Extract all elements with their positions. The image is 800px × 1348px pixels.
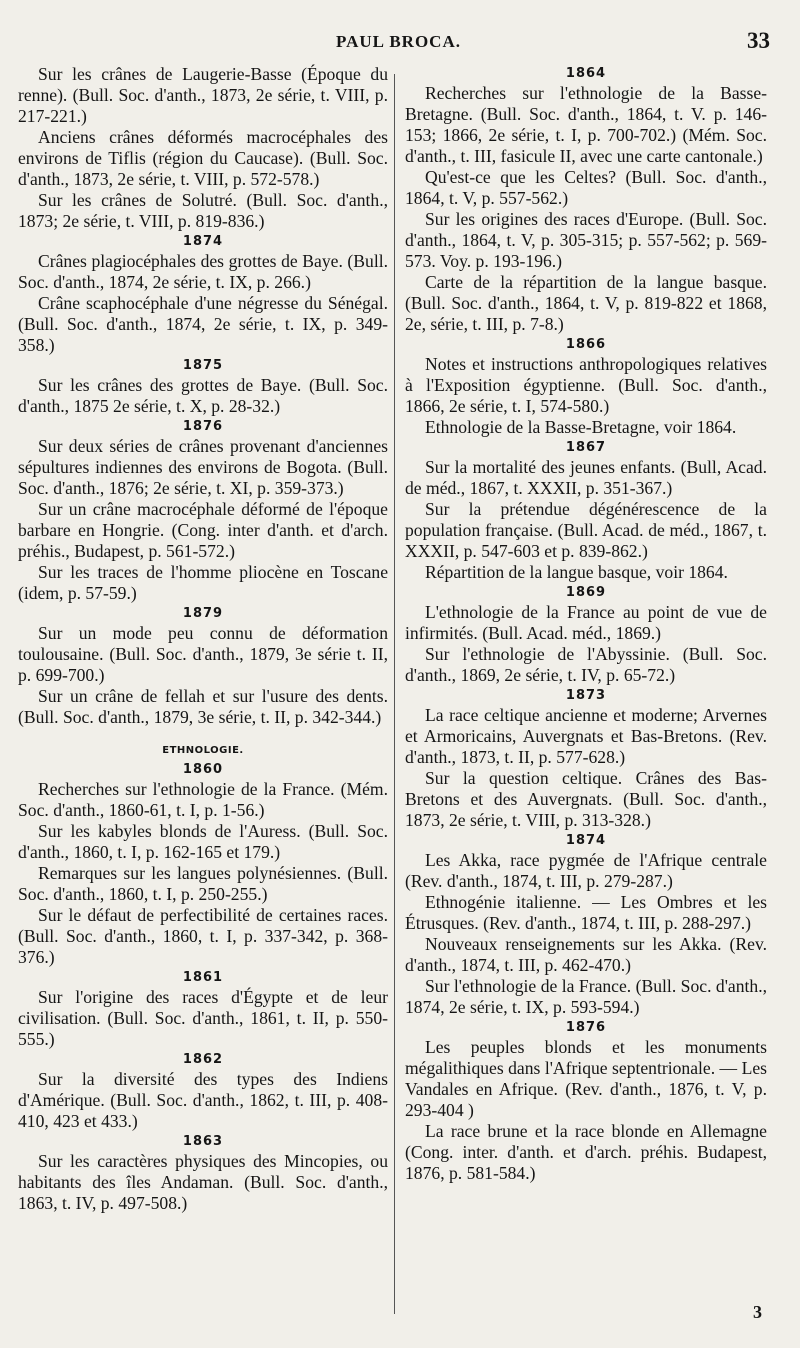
bibliography-entry: Sur l'origine des races d'Égypte et de leur civilisation. (Bull. Soc. d'anth., 1861, t. II, p. 550-555.) xyxy=(18,987,388,1049)
year-heading: 1863 xyxy=(182,1134,224,1149)
bibliography-entry: Sur l'ethnologie de l'Abyssinie. (Bull. Soc. d'anth., 1869, 2e série, t. IV, p. 65-72.) xyxy=(405,644,767,685)
left-column xyxy=(18,64,388,1214)
year-heading: 1874 xyxy=(565,833,607,848)
bibliography-entry: Ethnogénie italienne. — Les Ombres et les Étrusques. (Rev. d'anth., 1874, t. III, p. 288-297.) xyxy=(405,892,767,933)
bibliography-entry: Sur la diversité des types des Indiens d'Amérique. (Bull. Soc. d'anth., 1862, t. III, p. 408-410, 423 et 433.) xyxy=(18,1069,388,1131)
year-heading: 1869 xyxy=(565,585,607,600)
signature-mark: 3 xyxy=(753,1302,762,1322)
page-number: 33 xyxy=(747,28,770,53)
bibliography-entry: Les peuples blonds et les monuments mégalithiques dans l'Afrique septentrionale. — Les Vandales en Afrique. (Rev. d'anth., 1876, t. V, p. 293-404 ) xyxy=(405,1037,767,1120)
bibliography-entry: Ethnologie de la Basse-Bretagne, voir 1864. xyxy=(425,417,737,437)
bibliography-entry: Sur la question celtique. Crânes des Bas-Bretons et des Auvergnats. (Bull. Soc. d'anth., 1873, 2e série, t. VIII, p. 313-328.) xyxy=(405,768,767,830)
bibliography-entry: Recherches sur l'ethnologie de la Basse-Bretagne. (Bull. Soc. d'anth., 1864, t. V. p. 146-153; 1866, 2e série, t. I, p. 700-702.) (Mém. Soc. d'anth., t. III, fasicule II, avec une carte cantonale.) xyxy=(405,83,767,166)
bibliography-entry: Recherches sur l'ethnologie de la France. (Mém. Soc. d'anth., 1860-61, t. I, p. 1-56.) xyxy=(18,779,388,820)
bibliography-entry: Sur les crânes des grottes de Baye. (Bull. Soc. d'anth., 1875 2e série, t. X, p. 28-32.) xyxy=(18,375,388,416)
year-heading: 1862 xyxy=(182,1052,224,1067)
year-heading: 1873 xyxy=(565,688,607,703)
column-divider xyxy=(394,74,395,1314)
bibliography-entry: La race brune et la race blonde en Allemagne (Cong. inter. d'anth. et d'arch. préhis. Budapest, 1876, p. 581-584.) xyxy=(405,1121,767,1183)
bibliography-entry: Sur un crâne de fellah et sur l'usure des dents. (Bull. Soc. d'anth., 1879, 3e série, t. II, p. 342-344.) xyxy=(18,686,388,727)
bibliography-entry: Sur les crânes de Solutré. (Bull. Soc. d'anth., 1873; 2e série, t. VIII, p. 819-836.) xyxy=(18,190,388,231)
year-heading: 1864 xyxy=(565,66,607,81)
bibliography-entry: Sur les traces de l'homme pliocène en Toscane (idem, p. 57-59.) xyxy=(18,562,388,603)
bibliography-entry: Remarques sur les langues polynésiennes. (Bull. Soc. d'anth., 1860, t. I, p. 250-255.) xyxy=(18,863,388,904)
bibliography-entry: Qu'est-ce que les Celtes? (Bull. Soc. d'anth., 1864, t. V, p. 557-562.) xyxy=(405,167,767,208)
bibliography-entry: Sur deux séries de crânes provenant d'anciennes sépultures indiennes des environs de Bogota. (Bull. Soc. d'anth., 1876; 2e série, t. XI, p. 359-373.) xyxy=(18,436,388,498)
bibliography-entry: Sur les caractères physiques des Mincopies, ou habitants des îles Andaman. (Bull. Soc. d'anth., 1863, t. IV, p. 497-508.) xyxy=(18,1151,388,1213)
year-heading: 1860 xyxy=(182,762,224,777)
year-heading: 1874 xyxy=(182,234,224,249)
right-column xyxy=(405,64,767,1184)
bibliography-entry: L'ethnologie de la France au point de vue de infirmités. (Bull. Acad. méd., 1869.) xyxy=(405,602,767,643)
bibliography-entry: Anciens crânes déformés macrocéphales des environs de Tiflis (région du Caucase). (Bull. Soc. d'anth., 1873, 2e série, t. VIII, p. 572-578.) xyxy=(18,127,388,189)
running-head: PAUL BROCA. xyxy=(336,32,461,51)
bibliography-entry: Sur un mode peu connu de déformation toulousaine. (Bull. Soc. d'anth., 1879, 3e série t. II, p. 699-700.) xyxy=(18,623,388,685)
bibliography-entry: Les Akka, race pygmée de l'Afrique centrale (Rev. d'anth., 1874, t. III, p. 279-287.) xyxy=(405,850,767,891)
bibliography-entry: Sur l'ethnologie de la France. (Bull. Soc. d'anth., 1874, 2e série, t. IX, p. 593-594.) xyxy=(405,976,767,1017)
bibliography-entry: Répartition de la langue basque, voir 1864. xyxy=(425,562,728,582)
bibliography-entry: Nouveaux renseignements sur les Akka. (Rev. d'anth., 1874, t. III, p. 462-470.) xyxy=(405,934,767,975)
year-heading: 1876 xyxy=(565,1020,607,1035)
page-header xyxy=(0,26,800,56)
bibliography-entry: Sur les kabyles blonds de l'Auress. (Bull. Soc. d'anth., 1860, t. I, p. 162-165 et 179.) xyxy=(18,821,388,862)
bibliography-entry: Sur la mortalité des jeunes enfants. (Bull, Acad. de méd., 1867, t. XXXII, p. 351-367.) xyxy=(405,457,767,498)
bibliography-entry: La race celtique ancienne et moderne; Arvernes et Armoricains, Auvergnats et Bas-Bretons. (Rev. d'anth., 1873, t. II, p. 577-628.) xyxy=(405,705,767,767)
bibliography-entry: Sur les crânes de Laugerie-Basse (Époque du renne). (Bull. Soc. d'anth., 1873, 2e série, t. VIII, p. 217-221.) xyxy=(18,64,388,126)
year-heading: 1866 xyxy=(565,337,607,352)
bibliography-entry: Sur la prétendue dégénérescence de la population française. (Bull. Acad. de méd., 1867, t. XXXII, p. 547-603 et p. 839-862.) xyxy=(405,499,767,561)
bibliography-entry: Sur le défaut de perfectibilité de certaines races. (Bull. Soc. d'anth., 1860, t. I, p. 337-342, p. 368-376.) xyxy=(18,905,388,967)
bibliography-entry: Crâne scaphocéphale d'une négresse du Sénégal. (Bull. Soc. d'anth., 1874, 2e série, t. IX, p. 349-358.) xyxy=(18,293,388,355)
year-heading: 1875 xyxy=(182,358,224,373)
bibliography-entry: Sur un crâne macrocéphale déformé de l'époque barbare en Hongrie. (Cong. inter d'anth. et d'arch. préhis., Budapest, p. 561-572.) xyxy=(18,499,388,561)
year-heading: 1879 xyxy=(182,606,224,621)
section-heading: ETHNOLOGIE. xyxy=(162,745,244,756)
bibliography-entry: Sur les origines des races d'Europe. (Bull. Soc. d'anth., 1864, t. V, p. 305-315; p. 557-562; p. 569-573. Voy. p. 193-196.) xyxy=(405,209,767,271)
bibliography-entry: Notes et instructions anthropologiques relatives à l'Exposition égyptienne. (Bull. Soc. d'anth., 1866, 2e série, t. I, 574-580.) xyxy=(405,354,767,416)
year-heading: 1861 xyxy=(182,970,224,985)
year-heading: 1876 xyxy=(182,419,224,434)
bibliography-entry: Carte de la répartition de la langue basque. (Bull. Soc. d'anth., 1864, t. V, p. 819-822 et 1868, 2e, série, t. III, p. 7-8.) xyxy=(405,272,767,334)
bibliography-entry: Crânes plagiocéphales des grottes de Baye. (Bull. Soc. d'anth., 1874, 2e série, t. IX, p. 266.) xyxy=(18,251,388,292)
year-heading: 1867 xyxy=(565,440,607,455)
